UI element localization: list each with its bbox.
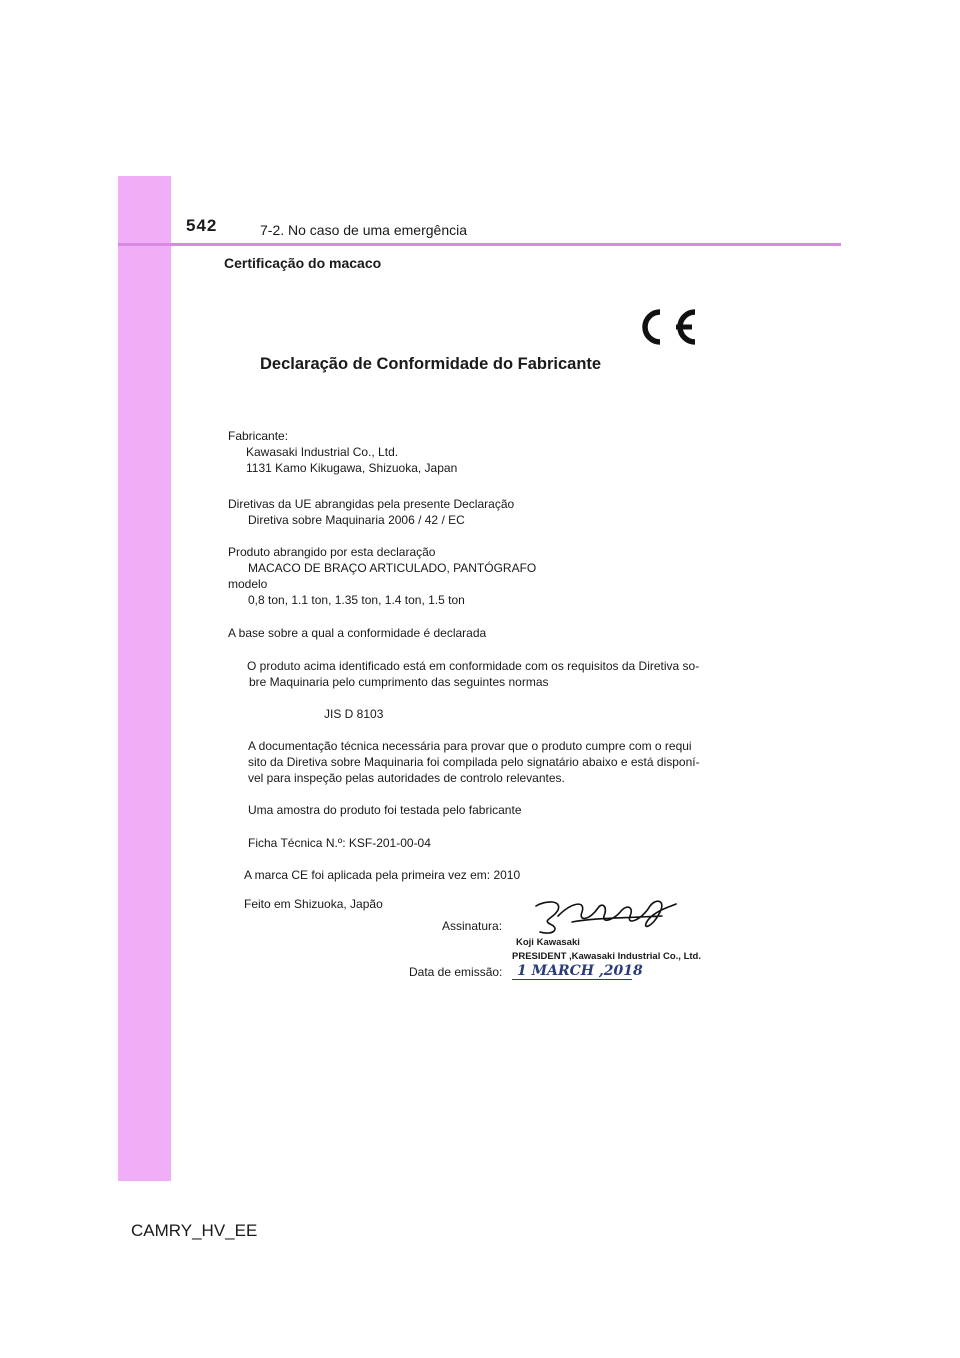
directives-label: Diretivas da UE abrangidas pela presente Declaração	[228, 497, 515, 511]
ce-mark-icon	[632, 308, 698, 346]
model-list: 0,8 ton, 1.1 ton, 1.35 ton, 1.4 ton, 1.5 ton	[248, 593, 465, 607]
tech-sheet: Ficha Técnica N.º: KSF-201-00-04	[248, 836, 431, 850]
model-label: modelo	[228, 577, 268, 591]
docs-line-1: A documentação técnica necessária para provar que o produto cumpre com o requi	[248, 739, 692, 753]
conformity-line-2: bre Maquinaria pelo cumprimento das seguintes normas	[249, 675, 549, 689]
directive: Diretiva sobre Maquinaria 2006 / 42 / EC	[248, 513, 465, 527]
sidebar-tab	[118, 176, 171, 1181]
standard: JIS D 8103	[324, 707, 384, 721]
date-label: Data de emissão:	[409, 965, 503, 979]
docs-line-3: vel para inspeção pelas autoridades de controlo relevantes.	[248, 771, 565, 785]
subheading: Certificação do macaco	[224, 255, 382, 271]
date-underline	[512, 979, 632, 980]
product-label: Produto abrangido por esta declaração	[228, 545, 436, 559]
header-divider	[118, 243, 841, 246]
conformity-line-1: O produto acima identificado está em conformidade com os requisitos da Diretiva so-	[247, 659, 700, 673]
ce-first-applied: A marca CE foi aplicada pela primeira vez em: 2010	[244, 868, 521, 882]
issue-date: 1 MARCH ,2018	[517, 963, 643, 979]
docs-line-2: sito da Diretiva sobre Maquinaria foi compilada pelo signatário abaixo e está disponí-	[248, 755, 700, 769]
signer-name: Koji Kawasaki	[516, 937, 580, 948]
declaration-title: Declaração de Conformidade do Fabricante	[260, 355, 602, 373]
manufacturer-label: Fabricante:	[228, 429, 289, 443]
section-title: 7-2. No caso de uma emergência	[260, 222, 467, 238]
document-code: CAMRY_HV_EE	[131, 1221, 258, 1240]
product-name: MACACO DE BRAÇO ARTICULADO, PANTÓGRAFO	[248, 561, 537, 575]
page-number: 542	[186, 216, 218, 235]
place: Feito em Shizuoka, Japão	[244, 897, 383, 911]
manufacturer-address: 1131 Kamo Kikugawa, Shizuoka, Japan	[246, 461, 458, 475]
handwritten-signature	[532, 896, 680, 940]
sample-tested: Uma amostra do produto foi testada pelo fabricante	[248, 803, 522, 817]
signature-label: Assinatura:	[442, 919, 503, 933]
manufacturer-name: Kawasaki Industrial Co., Ltd.	[246, 445, 399, 459]
basis-label: A base sobre a qual a conformidade é declarada	[228, 626, 487, 640]
signer-title: PRESIDENT ,Kawasaki Industrial Co., Ltd.	[512, 951, 701, 962]
